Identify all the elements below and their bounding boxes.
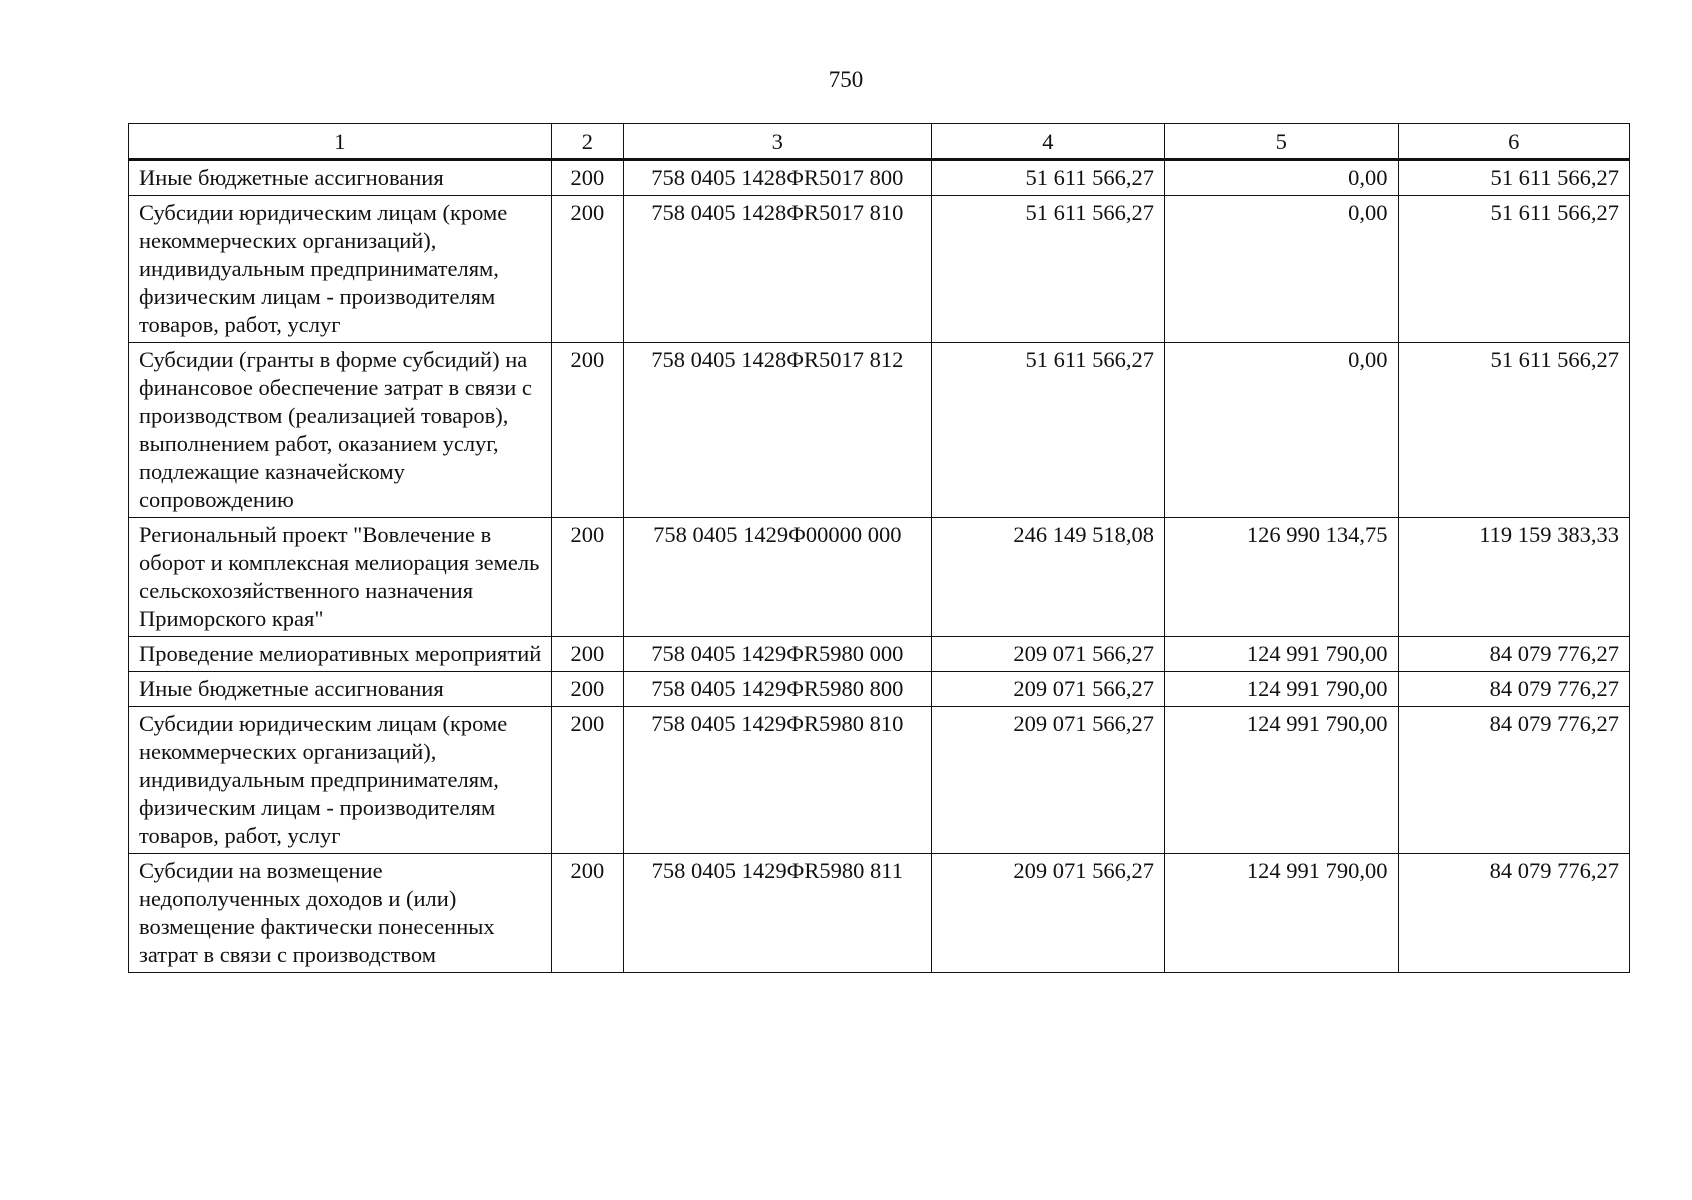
row-admin-code: 200 [551, 343, 623, 518]
row-budget-code: 758 0405 1429ФR5980 000 [623, 637, 931, 672]
page-number: 750 [828, 67, 864, 92]
table-row [129, 854, 1630, 973]
budget-table [128, 123, 1630, 973]
row-name: Иные бюджетные ассигнования [129, 160, 552, 196]
row-sum-col5: 124 991 790,00 [1165, 854, 1398, 973]
row-sum-col4: 209 071 566,27 [931, 854, 1164, 973]
table-row [129, 343, 1630, 518]
row-sum-col4: 51 611 566,27 [931, 160, 1164, 196]
row-name: Региональный проект "Вовлечение в оборот и комплексная мелиорация земель сельскохозяйственного назначения Приморского края" [129, 518, 552, 637]
row-sum-col6: 51 611 566,27 [1398, 343, 1630, 518]
row-sum-col5: 0,00 [1165, 343, 1398, 518]
row-admin-code: 200 [551, 854, 623, 973]
row-sum-col4: 209 071 566,27 [931, 672, 1164, 707]
table-row [129, 160, 1630, 196]
row-budget-code: 758 0405 1429Ф00000 000 [623, 518, 931, 637]
row-sum-col5: 0,00 [1165, 196, 1398, 343]
row-sum-col6: 84 079 776,27 [1398, 672, 1630, 707]
table-row [129, 637, 1630, 672]
row-sum-col5: 124 991 790,00 [1165, 637, 1398, 672]
row-admin-code: 200 [551, 196, 623, 343]
row-sum-col4: 209 071 566,27 [931, 707, 1164, 854]
row-admin-code: 200 [551, 707, 623, 854]
row-name: Проведение мелиоративных мероприятий [129, 637, 552, 672]
table-body [129, 160, 1630, 973]
row-admin-code: 200 [551, 160, 623, 196]
row-budget-code: 758 0405 1428ФR5017 800 [623, 160, 931, 196]
row-sum-col6: 51 611 566,27 [1398, 196, 1630, 343]
table-row [129, 196, 1630, 343]
row-sum-col4: 51 611 566,27 [931, 343, 1164, 518]
table-row [129, 672, 1630, 707]
row-sum-col4: 51 611 566,27 [931, 196, 1164, 343]
row-name: Субсидии на возмещение недополученных доходов и (или) возмещение фактически понесенных затрат в связи с производством [129, 854, 552, 973]
column-header-3: 3 [623, 124, 931, 160]
row-sum-col6: 119 159 383,33 [1398, 518, 1630, 637]
column-header-2: 2 [551, 124, 623, 160]
row-sum-col5: 126 990 134,75 [1165, 518, 1398, 637]
column-header-4: 4 [931, 124, 1164, 160]
row-admin-code: 200 [551, 518, 623, 637]
row-budget-code: 758 0405 1429ФR5980 810 [623, 707, 931, 854]
row-sum-col6: 84 079 776,27 [1398, 707, 1630, 854]
row-sum-col6: 84 079 776,27 [1398, 637, 1630, 672]
column-header-1: 1 [129, 124, 552, 160]
row-name: Субсидии (гранты в форме субсидий) на финансовое обеспечение затрат в связи с производством (реализацией товаров), выполнением работ, оказанием услуг, подлежащие казначейскому сопровождению [129, 343, 552, 518]
column-number-row [129, 124, 1630, 160]
table-row [129, 707, 1630, 854]
row-sum-col4: 209 071 566,27 [931, 637, 1164, 672]
table-row [129, 518, 1630, 637]
row-budget-code: 758 0405 1428ФR5017 812 [623, 343, 931, 518]
row-admin-code: 200 [551, 637, 623, 672]
row-sum-col4: 246 149 518,08 [931, 518, 1164, 637]
row-sum-col5: 124 991 790,00 [1165, 672, 1398, 707]
row-name: Субсидии юридическим лицам (кроме некоммерческих организаций), индивидуальным предпринимателям, физическим лицам - производителям товаров, работ, услуг [129, 707, 552, 854]
row-name: Иные бюджетные ассигнования [129, 672, 552, 707]
column-header-6: 6 [1398, 124, 1630, 160]
row-name: Субсидии юридическим лицам (кроме некоммерческих организаций), индивидуальным предпринимателям, физическим лицам - производителям товаров, работ, услуг [129, 196, 552, 343]
row-sum-col6: 51 611 566,27 [1398, 160, 1630, 196]
row-budget-code: 758 0405 1429ФR5980 811 [623, 854, 931, 973]
row-sum-col5: 0,00 [1165, 160, 1398, 196]
row-budget-code: 758 0405 1428ФR5017 810 [623, 196, 931, 343]
table-header [129, 124, 1630, 160]
row-budget-code: 758 0405 1429ФR5980 800 [623, 672, 931, 707]
column-header-5: 5 [1165, 124, 1398, 160]
row-admin-code: 200 [551, 672, 623, 707]
row-sum-col5: 124 991 790,00 [1165, 707, 1398, 854]
row-sum-col6: 84 079 776,27 [1398, 854, 1630, 973]
